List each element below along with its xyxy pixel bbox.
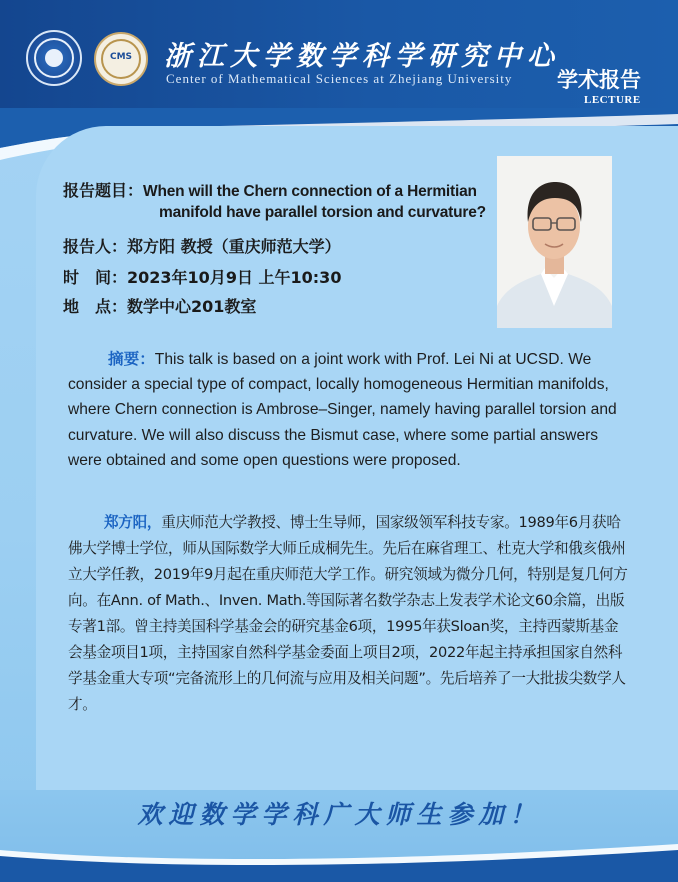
- zju-logo-core: [45, 49, 63, 67]
- cms-logo-text: CMS: [109, 52, 133, 62]
- welcome-slogan: 欢迎数学学科广大师生参加！: [137, 800, 541, 829]
- topic-line-1: When will the Chern connection of a Hermitian: [143, 183, 477, 200]
- topic-row-2: [159, 202, 486, 222]
- abstract-text: This talk is based on a joint work with Prof. Lei Ni at UCSD. We consider a special type of compact, locally homogeneous Hermitian manifolds, where Chern connection is Ambrose–Singer, namely having parallel torsion and curvature. We will also discuss the Bismut case, where some partial answers were obtained and some open questions were proposed.: [68, 351, 617, 469]
- speaker-value: 郑方阳 教授（重庆师范大学）: [127, 237, 341, 256]
- speaker-label: 报告人：: [63, 237, 128, 256]
- center-title-cn: 浙江大学数学科学研究中心: [164, 41, 560, 72]
- bio-paragraph: [68, 510, 628, 718]
- time-value: 2023年10月9日 上午10:30: [127, 268, 342, 287]
- speaker-portrait-drawing: [497, 156, 612, 328]
- bio-name: 郑方阳，: [104, 514, 162, 531]
- cms-logo: [94, 32, 148, 86]
- abstract-label: 摘要：: [108, 351, 155, 368]
- zju-logo: [26, 30, 82, 86]
- place-row: [63, 294, 256, 317]
- place-value: 数学中心201教室: [127, 297, 257, 316]
- center-title-en: Center of Mathematical Sciences at Zhejiang University: [166, 71, 513, 86]
- abstract-paragraph: [68, 347, 628, 473]
- topic-label: 报告题目：: [63, 181, 144, 200]
- topic-line-2: manifold have parallel torsion and curvature?: [159, 204, 486, 221]
- speaker-photo: [497, 156, 612, 328]
- time-row: [63, 265, 341, 288]
- speaker-row: [63, 234, 341, 257]
- topic-row: [63, 178, 477, 201]
- time-label: 时 间：: [63, 268, 128, 287]
- bio-text: 重庆师范大学教授、博士生导师，国家级领军科技专家。1989年6月获哈佛大学博士学位，师从国际数学大师丘成桐先生。先后在麻省理工、杜克大学和俄亥俄州立大学任教，2019年9月起在重庆师范大学工作。研究领域为微分几何，特别是复几何方向。在Ann. of Math.、Inven. Math.等国际著名数学杂志上发表学术论文60余篇，出版专著1部。曾主持美国科学基金会的研究基金6项，1995年获Sloan奖，主持西蒙斯基金会基金项目1项，主持国家自然科学基金委面上项目2项，2022年起主持承担国家自然科学基金重大专项“完备流形上的几何流与应用及相关问题”。先后培养了一大批拔尖数学人才。: [68, 514, 628, 713]
- place-label: 地 点：: [63, 297, 128, 316]
- lecture-title-cn: 学术报告: [557, 67, 641, 92]
- footer-wave-decoration: [0, 836, 678, 882]
- lecture-title-en: LECTURE: [584, 94, 641, 106]
